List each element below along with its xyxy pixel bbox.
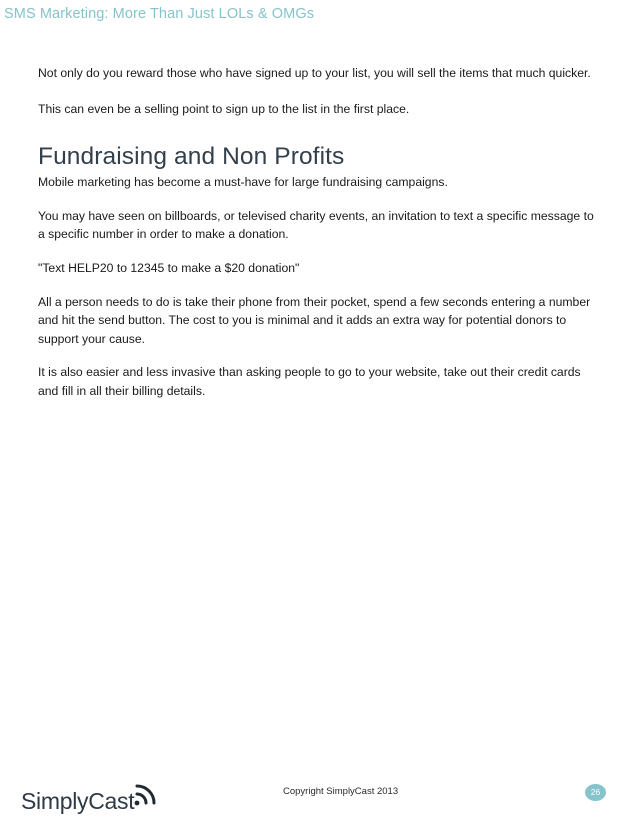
page-content (38, 64, 603, 401)
intro-paragraph-2: This can even be a selling point to sign up to the list in the first place. (38, 101, 410, 116)
section-paragraph-4: All a person needs to do is take their phone from their pocket, spend a few seconds entering a number and hit the send button. The cost to you is minimal and it adds an extra way for potential donors to support your cause. (38, 294, 591, 346)
logo-wordmark: SimplyCast (21, 788, 135, 814)
section-paragraph-1: Mobile marketing has become a must-have for large fundraising campaigns. (38, 175, 448, 190)
simplycast-logo (21, 781, 161, 817)
section-heading: Fundraising and Non Profits (38, 143, 345, 171)
intro-paragraph-1: Not only do you reward those who have signed up to your list, you will sell the items that much quicker. (38, 66, 591, 80)
running-header: SMS Marketing: More Than Just LOLs & OMGs (4, 6, 315, 22)
copyright-notice: Copyright SimplyCast 2013 (283, 786, 399, 797)
section-paragraph-2: You may have seen on billboards, or televised charity events, an invitation to text a specific message to a specific number in order to make a donation. (38, 208, 594, 242)
page-number-badge: 26 (585, 784, 606, 801)
signal-icon (133, 781, 159, 807)
section-paragraph-3: "Text HELP20 to 12345 to make a $20 donation" (38, 260, 300, 275)
section-paragraph-5: It is also easier and less invasive than asking people to go to your website, take out their credit cards and fill in all their billing details. (38, 365, 581, 398)
